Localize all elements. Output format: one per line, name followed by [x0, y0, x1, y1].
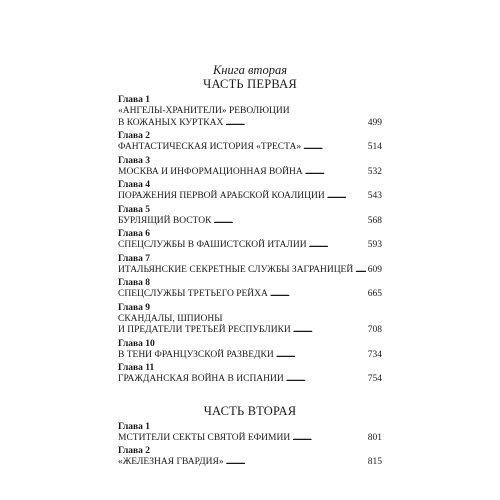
- chapter-label: Глава 10: [118, 338, 155, 349]
- dot-leader: [327, 191, 366, 203]
- chapter-title-line: «АНГЕЛЫ-ХРАНИТЕЛИ» РЕВОЛЮЦИИ: [118, 106, 290, 116]
- chapter-title: МСТИТЕЛИ СЕКТЫ СВЯТОЙ ЕФИМИИ: [118, 432, 291, 443]
- toc-chapter-entry: [118, 205, 382, 228]
- chapter-title: СПЕЦСЛУЖБЫ ТРЕТЬЕГО РЕЙХА: [118, 289, 268, 299]
- page-number: 609: [367, 264, 382, 275]
- toc-chapter-entry: [118, 95, 382, 129]
- toc-chapter-entry: [118, 131, 382, 154]
- chapter-label: Глава 8: [118, 278, 151, 288]
- chapter-title: БУРЛЯЩИЙ ВОСТОК: [118, 215, 212, 226]
- chapter-title-row: [118, 374, 382, 386]
- chapter-title: ГРАЖДАНСКАЯ ВОЙНА В ИСПАНИИ: [118, 374, 284, 384]
- dot-leader: [309, 240, 366, 252]
- chapter-title: «ЖЕЛЕЗНАЯ ГВАРДИЯ»: [118, 457, 224, 467]
- chapter-title: МОСКВА И ИНФОРМАЦИОННАЯ ВОЙНА: [118, 166, 303, 177]
- dot-leader: [226, 457, 366, 469]
- dot-leader: [286, 374, 366, 386]
- toc-chapter-entry: [118, 254, 382, 277]
- toc-part: [118, 77, 382, 386]
- chapter-title-row: [118, 325, 382, 337]
- chapter-title-row: [118, 433, 382, 445]
- page-number: 708: [367, 325, 382, 335]
- page-number: 815: [367, 457, 382, 467]
- page-number: 532: [367, 166, 382, 177]
- dot-leader: [292, 433, 366, 445]
- page-number: 593: [367, 240, 382, 250]
- toc-part: [118, 404, 382, 469]
- chapter-title-row: [118, 191, 382, 203]
- page-number: 499: [367, 117, 382, 128]
- chapter-label: Глава 1: [118, 421, 151, 432]
- chapter-label: Глава 3: [118, 155, 151, 166]
- chapter-title: СПЕЦСЛУЖБЫ В ФАШИСТСКОЙ ИТАЛИИ: [118, 240, 307, 250]
- page-number: 665: [367, 289, 382, 299]
- chapter-label: Глава 5: [118, 204, 151, 215]
- chapter-title-row: [118, 216, 382, 228]
- toc-chapter-entry: [118, 446, 382, 469]
- chapter-label: Глава 1: [118, 95, 151, 105]
- chapter-label: Глава 2: [118, 131, 151, 141]
- chapter-title: В КОЖАНЫХ КУРТКАХ: [118, 117, 224, 128]
- part-title: ЧАСТЬ ВТОРАЯ: [203, 403, 297, 418]
- toc-chapter-entry: [118, 303, 382, 337]
- parts-container: [118, 77, 382, 469]
- chapter-title: ПОРАЖЕНИЯ ПЕРВОЙ АРАБСКОЙ КОАЛИЦИИ: [118, 191, 325, 201]
- chapter-label: Глава 9: [118, 302, 151, 313]
- chapter-label: Глава 4: [118, 180, 151, 190]
- chapter-title: ФАНТАСТИЧЕСКАЯ ИСТОРИЯ «ТРЕСТА»: [118, 142, 302, 152]
- page-number: 754: [367, 374, 382, 384]
- chapter-title-row: [118, 265, 382, 277]
- dot-leader: [305, 167, 366, 179]
- chapter-label: Глава 11: [118, 363, 155, 373]
- chapter-label: Глава 2: [118, 446, 151, 456]
- dot-leader: [213, 216, 365, 228]
- chapter-label: Глава 7: [118, 253, 151, 264]
- toc-chapter-entry: [118, 180, 382, 203]
- chapter-label: Глава 6: [118, 229, 151, 239]
- page-number: 801: [367, 432, 382, 443]
- dot-leader: [225, 118, 365, 130]
- toc-chapter-entry: [118, 339, 382, 362]
- toc-chapter-entry: [118, 156, 382, 179]
- book-subtitle: Книга вторая: [212, 63, 288, 77]
- page-number: 734: [367, 349, 382, 360]
- dot-leader: [270, 289, 366, 301]
- chapter-title-row: [118, 289, 382, 301]
- page-number: 514: [367, 142, 382, 152]
- dot-leader: [303, 142, 366, 154]
- toc-chapter-entry: [118, 278, 382, 301]
- chapter-title-line: СКАНДАЛЫ, ШПИОНЫ: [118, 313, 223, 324]
- part-title: ЧАСТЬ ПЕРВАЯ: [203, 77, 297, 91]
- chapter-title: И ПРЕДАТЕЛИ ТРЕТЬЕЙ РЕСПУБЛИКИ: [118, 325, 291, 335]
- chapter-title-row: [118, 457, 382, 469]
- toc-chapter-entry: [118, 229, 382, 252]
- dot-leader: [293, 325, 366, 337]
- chapter-title-row: [118, 350, 382, 362]
- page-number: 543: [367, 191, 382, 201]
- toc-chapter-entry: [118, 422, 382, 445]
- dot-leader: [355, 265, 366, 277]
- chapter-title-row: [118, 167, 382, 179]
- chapter-title: ИТАЛЬЯНСКИЕ СЕКРЕТНЫЕ СЛУЖБЫ ЗАГРАНИЦЕЙ: [118, 264, 354, 275]
- table-of-contents: [118, 63, 382, 471]
- dot-leader: [276, 350, 366, 362]
- chapter-title-row: [118, 142, 382, 154]
- page-number: 568: [367, 215, 382, 226]
- chapter-title-row: [118, 240, 382, 252]
- chapter-title: В ТЕНИ ФРАНЦУЗСКОЙ РАЗВЕДКИ: [118, 349, 274, 360]
- toc-chapter-entry: [118, 363, 382, 386]
- chapter-title-row: [118, 118, 382, 130]
